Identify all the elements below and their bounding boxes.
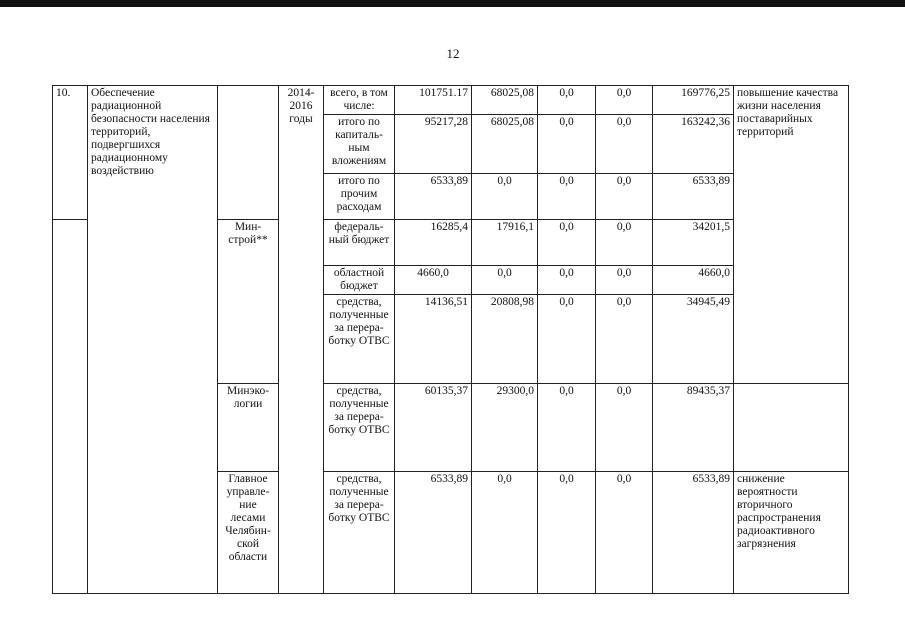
value-total: 6533,89 (653, 472, 734, 594)
value-col4: 0,0 (596, 174, 653, 220)
row-number: 10. (53, 86, 88, 220)
goal-main: повышение качества жизни населения поставарийных территорий (734, 86, 849, 384)
source-label: средства, полученные за перера-ботку ОТВС (324, 384, 395, 472)
value-2014: 4660,0 (395, 266, 472, 295)
value-2014: 95217,28 (395, 115, 472, 174)
row-number-empty (53, 220, 88, 594)
value-total: 34201,5 (653, 220, 734, 266)
value-col3: 0,0 (538, 384, 596, 472)
executor-minecology: Минэко-логии (218, 384, 279, 472)
value-2015: 0,0 (472, 266, 538, 295)
table-row (53, 86, 849, 115)
value-2015: 29300,0 (472, 384, 538, 472)
budget-table (52, 85, 849, 594)
value-total: 6533,89 (653, 174, 734, 220)
value-2015: 0,0 (472, 174, 538, 220)
page-number: 12 (446, 46, 460, 61)
value-col3: 0,0 (538, 295, 596, 384)
source-label: федераль-ный бюджет (324, 220, 395, 266)
source-label: областной бюджет (324, 266, 395, 295)
value-2015: 17916,1 (472, 220, 538, 266)
program-title: Обеспечение радиационной безопасности населения территорий, подвергшихся радиационному воздействию (88, 86, 218, 594)
executor-forestry: Главное управле-ние лесами Челябин-ской области (218, 472, 279, 594)
value-col4: 0,0 (596, 295, 653, 384)
value-2015: 68025,08 (472, 86, 538, 115)
value-total: 163242,36 (653, 115, 734, 174)
value-col4: 0,0 (596, 115, 653, 174)
top-border-bar (0, 0, 905, 7)
value-col4: 0,0 (596, 384, 653, 472)
source-label: всего, в том числе: (324, 86, 395, 115)
value-col3: 0,0 (538, 115, 596, 174)
value-col4: 0,0 (596, 86, 653, 115)
value-col3: 0,0 (538, 86, 596, 115)
value-2014: 16285,4 (395, 220, 472, 266)
value-2015: 0,0 (472, 472, 538, 594)
goal-forestry: снижение вероятности вторичного распространения радиоактивного загрязнения (734, 472, 849, 594)
value-col4: 0,0 (596, 220, 653, 266)
value-col3: 0,0 (538, 266, 596, 295)
period: 2014-2016 годы (279, 86, 324, 594)
value-col4: 0,0 (596, 266, 653, 295)
value-2014: 60135,37 (395, 384, 472, 472)
value-col3: 0,0 (538, 174, 596, 220)
value-2014: 6533,89 (395, 174, 472, 220)
value-col3: 0,0 (538, 220, 596, 266)
executor-empty (218, 86, 279, 220)
source-label: средства, полученные за перера-ботку ОТВС (324, 295, 395, 384)
value-2014: 14136,51 (395, 295, 472, 384)
value-total: 34945,49 (653, 295, 734, 384)
value-total: 89435,37 (653, 384, 734, 472)
goal-empty (734, 384, 849, 472)
value-2014: 101751.17 (395, 86, 472, 115)
value-2015: 68025,08 (472, 115, 538, 174)
value-2014: 6533,89 (395, 472, 472, 594)
value-col3: 0,0 (538, 472, 596, 594)
value-col4: 0,0 (596, 472, 653, 594)
executor-minstroy: Мин-строй** (218, 220, 279, 384)
source-label: итого по капиталь-ным вложениям (324, 115, 395, 174)
value-total: 169776,25 (653, 86, 734, 115)
source-label: итого по прочим расходам (324, 174, 395, 220)
source-label: средства, полученные за перера-ботку ОТВС (324, 472, 395, 594)
value-total: 4660,0 (653, 266, 734, 295)
value-2015: 20808,98 (472, 295, 538, 384)
